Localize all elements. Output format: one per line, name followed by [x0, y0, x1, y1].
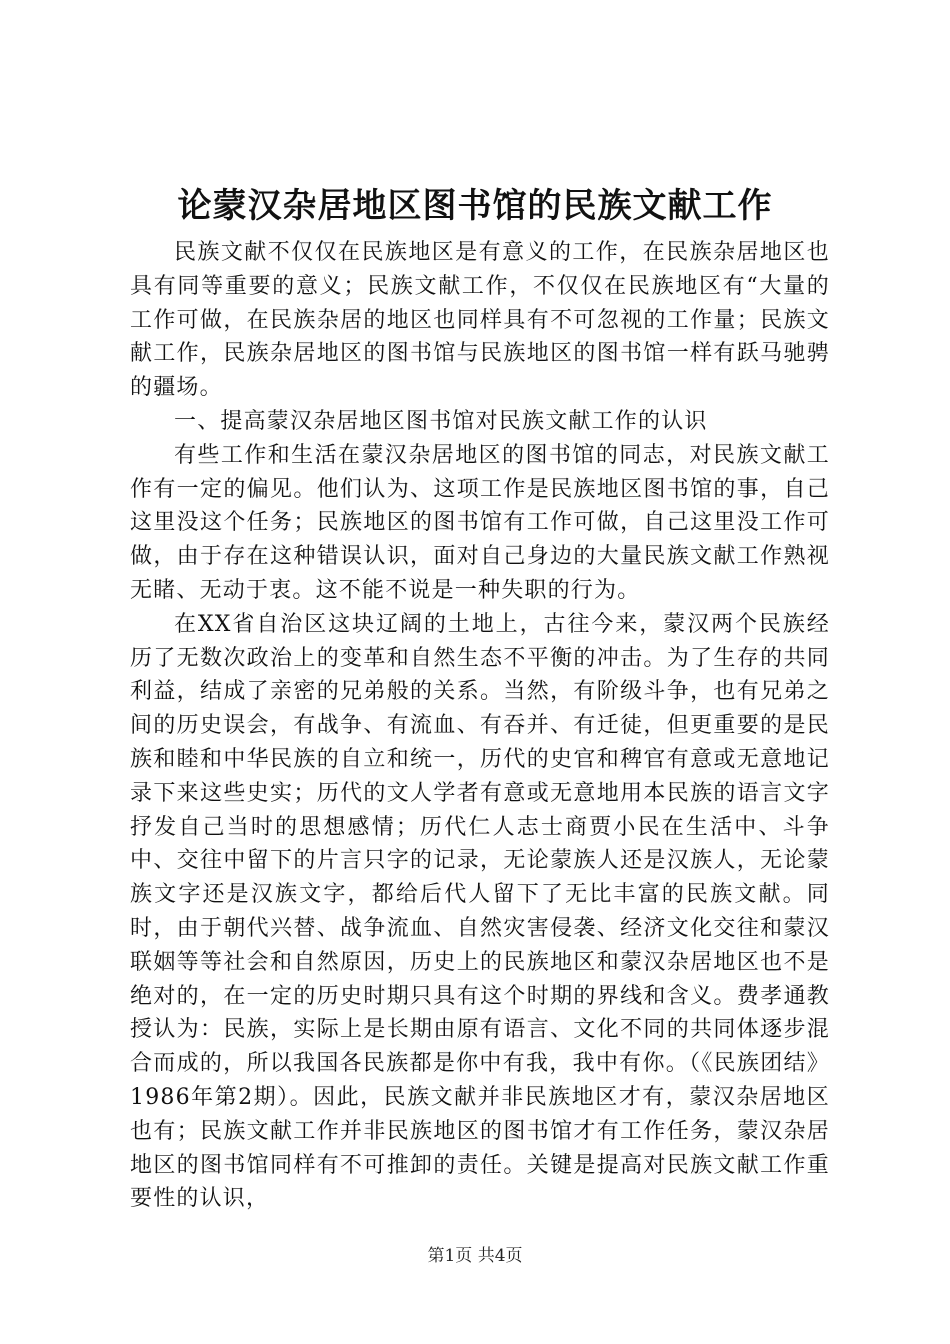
document-body	[130, 236, 830, 1216]
paragraph-intro: 民族文献不仅仅在民族地区是有意义的工作，在民族杂居地区也具有同等重要的意义；民族文献工作，不仅仅在民族地区有“大量的工作可做，在民族杂居的地区也同样具有不可忽视的工作量；民族文献工作，民族杂居地区的图书馆与民族地区的图书馆一样有跃马驰骋的疆场。	[130, 240, 830, 401]
document-title: 论蒙汉杂居地区图书馆的民族文献工作	[177, 186, 773, 226]
section-heading-1: 一、提高蒙汉杂居地区图书馆对民族文献工作的认识	[174, 408, 708, 434]
paragraph-bias: 有些工作和生活在蒙汉杂居地区的图书馆的同志，对民族文献工作有一定的偏见。他们认为、这项工作是民族地区图书馆的事，自己这里没这个任务；民族地区的图书馆有工作可做，自己这里没工作可做，由于存在这种错误认识，面对自己身边的大量民族文献工作熟视无睹、无动于衷。这不能不说是一种失职的行为。	[130, 442, 830, 603]
paragraph-history: 在XX省自治区这块辽阔的土地上，古往今来，蒙汉两个民族经历了无数次政治上的变革和自然生态不平衡的冲击。为了生存的共同利益，结成了亲密的兄弟般的关系。当然，有阶级斗争，也有兄弟之间的历史误会，有战争、有流血、有吞并、有迁徒，但更重要的是民族和睦和中华民族的自立和统一，历代的史官和稗官有意或无意地记录下来这些史实；历代的文人学者有意或无意地用本民族的语言文字抒发自己当时的思想感情；历代仁人志士商贾小民在生活中、斗争中、交往中留下的片言只字的记录，无论蒙族人还是汉族人，无论蒙族文字还是汉族文字，都给后代人留下了无比丰富的民族文献。同时，由于朝代兴替、战争流血、自然灾害侵袭、经济文化交往和蒙汉联姻等等社会和自然原因，历史上的民族地区和蒙汉杂居地区也不是绝对的，在一定的历史时期只具有这个时期的界线和含义。费孝通教授认为：民族，实际上是长期由原有语言、文化不同的共同体逐步混合而成的，所以我国各民族都是你中有我，我中有你。（《民族团结》1986年第2期）。因此，民族文献并非民族地区才有，蒙汉杂居地区也有；民族文献工作并非民族地区的图书馆才有工作任务，蒙汉杂居地区的图书馆同样有不可推卸的责任。关键是提高对民族文献工作重要性的认识，	[130, 611, 830, 1212]
page-footer: 第1页 共4页	[427, 1246, 523, 1266]
